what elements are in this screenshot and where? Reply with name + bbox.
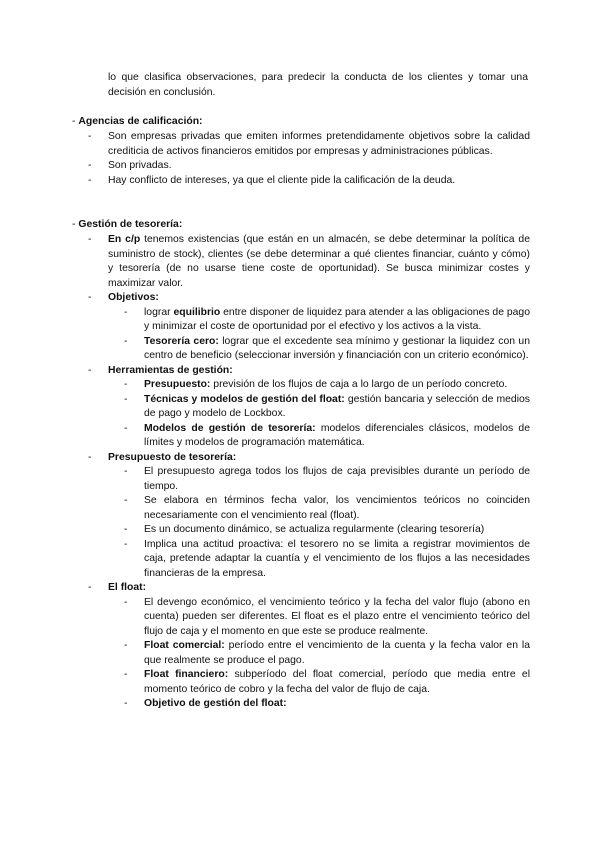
sublist-presupuesto	[124, 465, 530, 581]
section-tesoreria-heading: - Gestión de tesorería:	[72, 219, 183, 230]
section-tesoreria	[72, 218, 532, 233]
list-item-objetivos: - Objetivos: - lograr equilibrio entre disponer de liquidez para atender a las obligaciones de pago y minimizar el coste de oportunidad por el efectivo y los activos a la vista. - Tesorería cero: lograr que el excedente sea mínimo y gestionar la liquidez con un centro de beneficio (seleccionar inversión y financiación con un criterio económico).	[88, 291, 530, 364]
sublist-item: - Presupuesto: previsión de los flujos de caja a lo largo de un período concreto.	[124, 379, 508, 390]
sublist-item: - Objetivo de gestión del float:	[124, 698, 287, 709]
agencias-list	[88, 130, 530, 188]
list-item-text: En c/p tenemos existencias (que están en un almacén, se debe determinar la política de suministro de stock), clientes (se debe determinar a qué clientes financiar, cuánto y cómo) y tesorería (de no usarse tiene coste de oportunidad). Se busca minimizar costes y maximizar valor.	[108, 234, 530, 289]
sublist-item: - Es un documento dinámico, se actualiza regularmente (clearing tesorería)	[124, 524, 485, 535]
sublist-objetivos	[124, 306, 530, 364]
list-item-text: Hay conflicto de intereses, ya que el cliente pide la calificación de la deuda.	[108, 174, 456, 186]
intro-text: lo que clasifica observaciones, para predecir la conducta de los clientes y tomar una decisión en conclusión.	[108, 72, 528, 98]
subheading-float: El float:	[108, 582, 147, 593]
list-item: - Son empresas privadas que emiten informes pretendidamente objetivos sobre la calidad crediticia de activos financieros emitidos por empresas y administraciones públicas.	[88, 130, 530, 159]
sublist-item: - Tesorería cero: lograr que el excedente sea mínimo y gestionar la liquidez con un centro de beneficio (seleccionar inversión y financiación con un criterio económico).	[124, 335, 530, 361]
sublist-float	[124, 596, 530, 712]
list-item-ecp: - En c/p tenemos existencias (que están en un almacén, se debe determinar la política de suministro de stock), clientes (se debe determinar a qué clientes financiar, cuánto y cómo) y tesorería (de no usarse tiene coste de oportunidad). Se busca minimizar costes y maximizar valor.	[88, 233, 530, 291]
section-agencias	[72, 115, 532, 130]
subheading-presupuesto: Presupuesto de tesorería:	[108, 451, 237, 463]
sublist-herramientas	[124, 378, 530, 451]
sublist-item: - Técnicas y modelos de gestión del float: gestión bancaria y selección de medios de pago y modelo de Lockbox.	[124, 393, 530, 419]
sublist-item: - Se elabora en términos fecha valor, los vencimientos teóricos no coinciden necesariamente con el vencimiento real (float).	[124, 495, 530, 521]
sublist-item: - Float comercial: período entre el vencimiento de la cuenta y la fecha valor en la que realmente se produce el pago.	[124, 640, 530, 666]
list-item-float: - El float: - El devengo económico, el vencimiento teórico y la fecha del valor flujo (abono en cuenta) pueden ser diferentes. El float es el plazo entre el vencimiento teórico del flujo de caja y el momento en que este se produce realmente. - Float comercial: período entre el vencimiento de la cuenta y la fecha valor en la que realmente se produce el pago. - Float financiero: subperíodo del float comercial, período que media entre el momento teórico de cobro y la fecha del valor de flujo de caja. - Objetivo de gestión del float:	[88, 581, 530, 712]
sublist-item: - Implica una actitud proactiva: el tesorero no se limita a registrar movimientos de caja, pretende adaptar la cuantía y el vencimiento de los flujos a las necesidades financieras de la empresa.	[124, 538, 530, 579]
list-item: - Son privadas.	[88, 159, 530, 174]
tesoreria-list	[88, 233, 530, 712]
sublist-item: - El presupuesto agrega todos los flujos de caja previsibles durante un período de tiempo.	[124, 466, 530, 492]
list-item-presupuesto: - Presupuesto de tesorería: - El presupuesto agrega todos los flujos de caja previsibles durante un período de tiempo. - Se elabora en términos fecha valor, los vencimientos teóricos no coinciden necesariamente con el vencimiento real (float). - Es un documento dinámico, se actualiza regularmente (clearing tesorería) - Implica una actitud proactiva: el tesorero no se limita a registrar movimientos de caja, pretende adaptar la cuantía y el vencimiento de los flujos a las necesidades financieras de la empresa.	[88, 451, 530, 582]
intro-paragraph	[108, 71, 528, 100]
subheading-herramientas: Herramientas de gestión:	[108, 364, 233, 376]
list-item-text: Son empresas privadas que emiten informes pretendidamente objetivos sobre la calidad crediticia de activos financieros emitidos por empresas y administraciones públicas.	[108, 131, 530, 157]
list-item: - Hay conflicto de intereses, ya que el cliente pide la calificación de la deuda.	[88, 174, 530, 189]
sublist-item: - Modelos de gestión de tesorería: modelos diferenciales clásicos, modelos de límites y modelos de programación matemática.	[124, 422, 530, 448]
subheading-objetivos: Objetivos:	[108, 292, 159, 303]
sublist-item: - El devengo económico, el vencimiento teórico y la fecha del valor flujo (abono en cuenta) pueden ser diferentes. El float es el plazo entre el vencimiento teórico del flujo de caja y el momento en que este se produce realmente.	[124, 596, 530, 637]
list-item-herramientas: - Herramientas de gestión: - Presupuesto: previsión de los flujos de caja a lo largo de un período concreto. - Técnicas y modelos de gestión del float: gestión bancaria y selección de medios de pago y modelo de Lockbox. - Modelos de gestión de tesorería: modelos diferenciales clásicos, modelos de límites y modelos de programación matemática.	[88, 364, 530, 451]
sublist-item: - lograr equilibrio entre disponer de liquidez para atender a las obligaciones de pago y minimizar el coste de oportunidad por el efectivo y los activos a la vista.	[124, 306, 530, 332]
list-item-text: Son privadas.	[108, 160, 172, 171]
section-agencias-heading: - Agencias de calificación:	[72, 116, 203, 127]
sublist-item: - Float financiero: subperíodo del float comercial, período que media entre el momento teórico de cobro y la fecha del valor de flujo de caja.	[124, 669, 530, 695]
